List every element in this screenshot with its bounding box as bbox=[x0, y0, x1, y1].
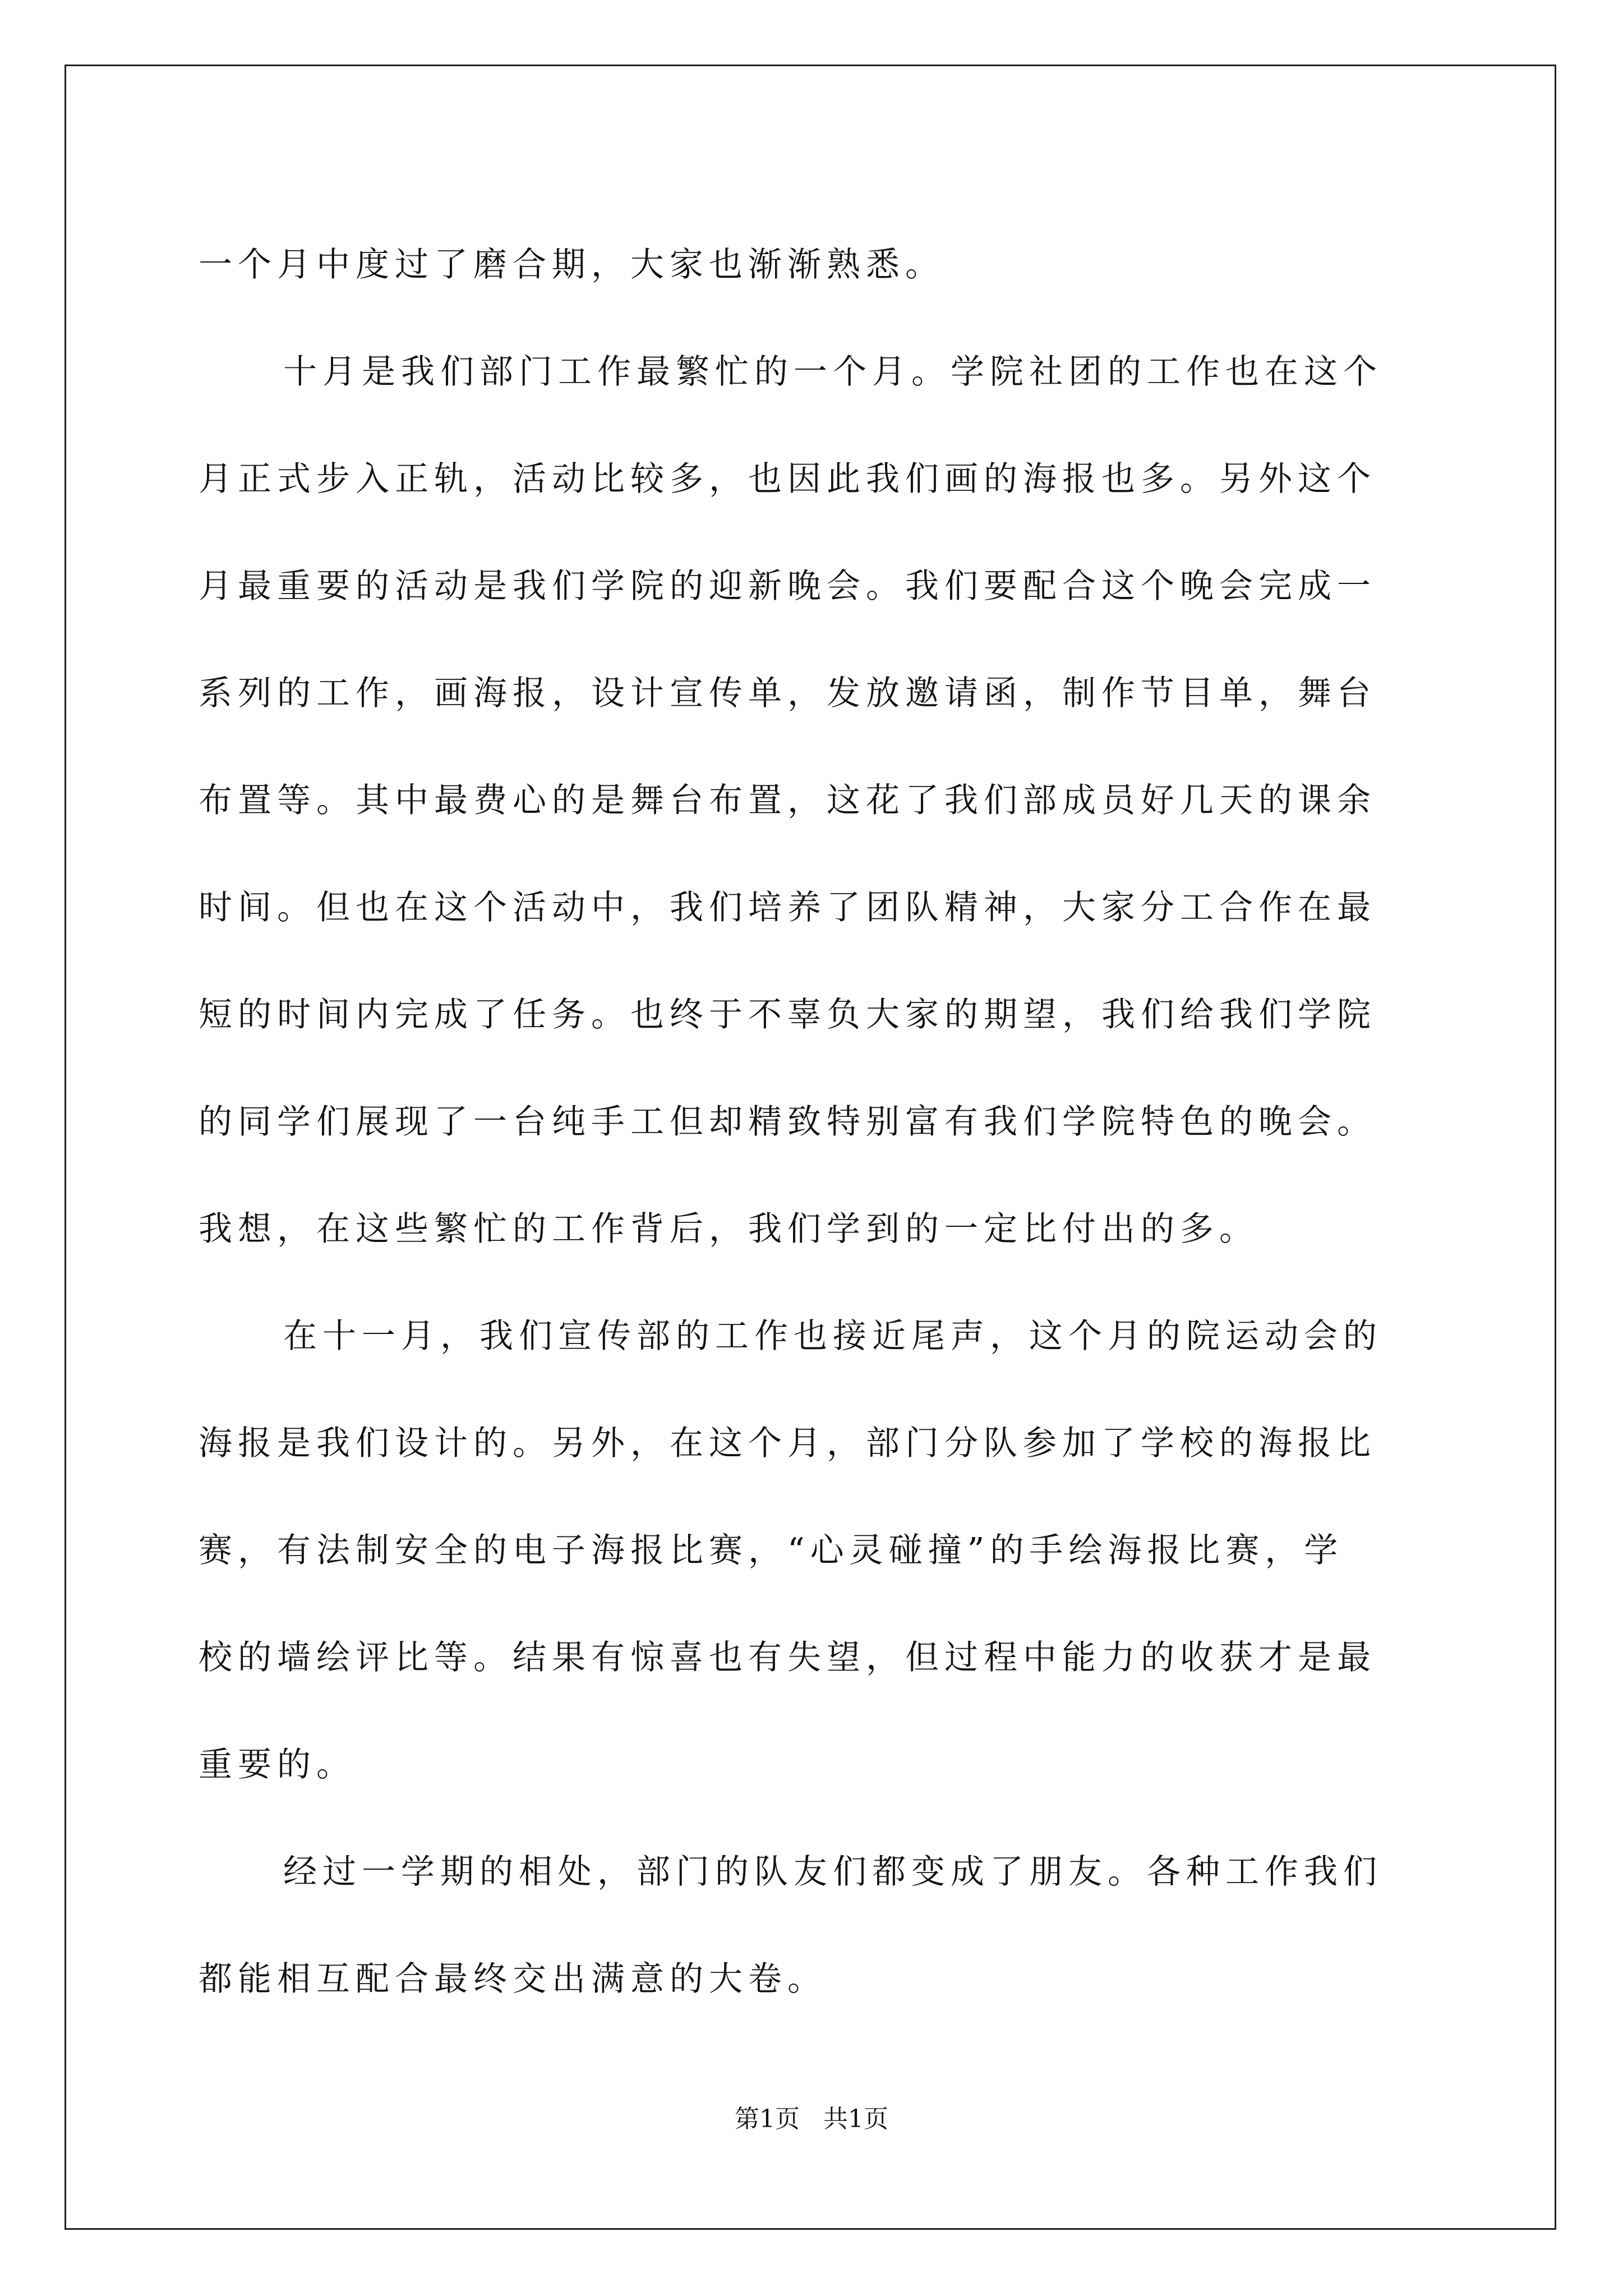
text-line-10: 我想，在这些繁忙的工作背后，我们学到的一定比付出的多。 bbox=[199, 1209, 1258, 1249]
text-line-12: 海报是我们设计的。另外，在这个月，部门分队参加了学校的海报比 bbox=[199, 1424, 1376, 1463]
text-line-8: 短的时间内完成了任务。也终于不辜负大家的期望，我们给我们学院 bbox=[199, 995, 1376, 1034]
text-line-4: 月最重要的活动是我们学院的迎新晚会。我们要配合这个晚会完成一 bbox=[199, 567, 1376, 606]
page-footer bbox=[0, 2102, 1623, 2136]
text-line-7: 时间。但也在这个活动中，我们培养了团队精神，大家分工合作在最 bbox=[199, 888, 1376, 927]
text-line-11: 在十一月，我们宣传部的工作也接近尾声，这个月的院运动会的 bbox=[283, 1317, 1382, 1356]
text-line-9: 的同学们展现了一台纯手工但却精致特别富有我们学院特色的晚会。 bbox=[199, 1102, 1376, 1142]
text-line-13: 赛，有法制安全的电子海报比赛，“心灵碰撞”的手绘海报比赛，学 bbox=[199, 1531, 1344, 1570]
text-line-14: 校的墙绘评比等。结果有惊喜也有失望，但过程中能力的收获才是最 bbox=[199, 1638, 1376, 1677]
text-line-3: 月正式步入正轨，活动比较多，也因此我们画的海报也多。另外这个 bbox=[199, 459, 1376, 499]
page-number: 第1页 bbox=[735, 2105, 800, 2133]
text-line-6: 布置等。其中最费心的是舞台布置，这花了我们部成员好几天的课余 bbox=[199, 781, 1376, 820]
text-line-15: 重要的。 bbox=[199, 1745, 356, 1784]
text-line-16: 经过一学期的相处，部门的队友们都变成了朋友。各种工作我们 bbox=[283, 1852, 1382, 1892]
text-line-17: 都能相互配合最终交出满意的大卷。 bbox=[199, 1959, 827, 1999]
text-line-2: 十月是我们部门工作最繁忙的一个月。学院社团的工作也在这个 bbox=[283, 352, 1382, 392]
document-body bbox=[199, 211, 1427, 2033]
total-pages: 共1页 bbox=[823, 2105, 888, 2133]
text-line-5: 系列的工作，画海报，设计宣传单，发放邀请函，制作节目单，舞台 bbox=[199, 674, 1376, 713]
text-line-1: 一个月中度过了磨合期，大家也渐渐熟悉。 bbox=[199, 245, 944, 284]
